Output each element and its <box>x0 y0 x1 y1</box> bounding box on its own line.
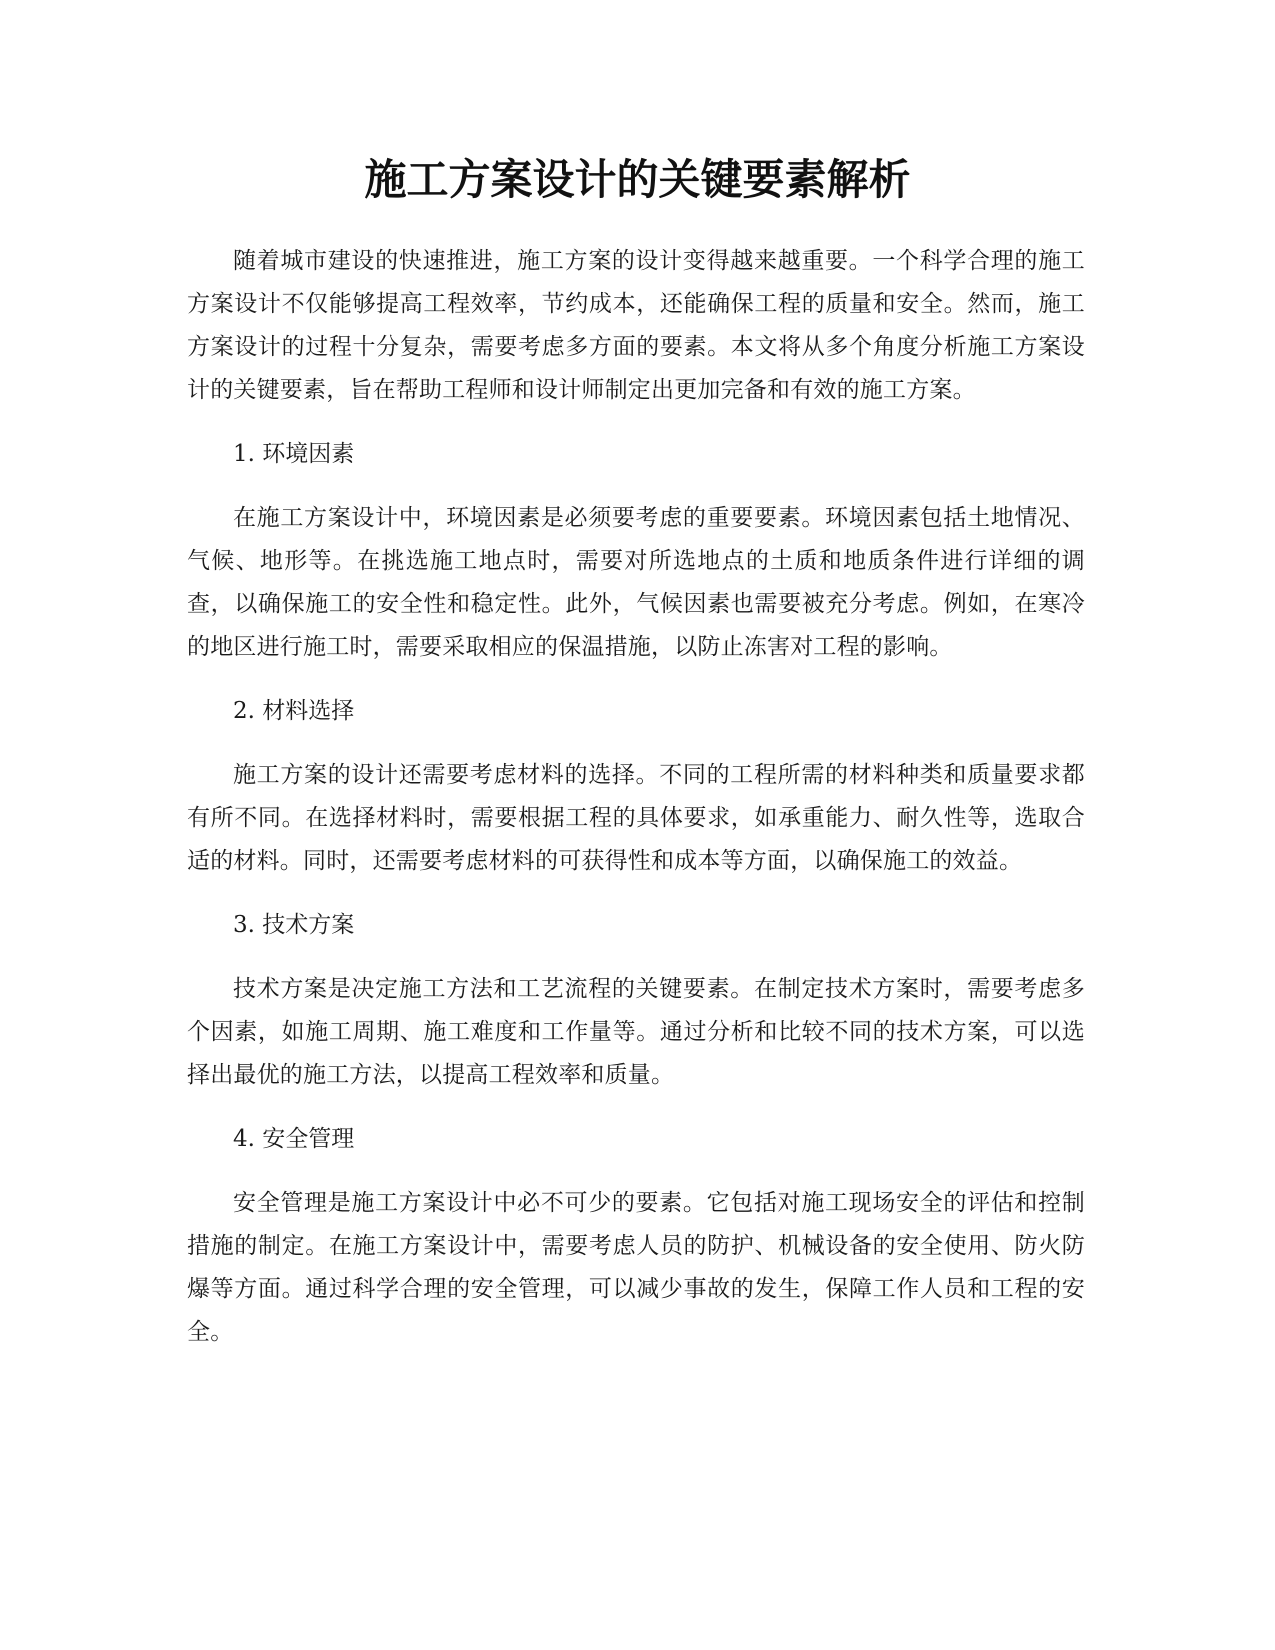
intro-paragraph: 随着城市建设的快速推进，施工方案的设计变得越来越重要。一个科学合理的施工方案设计不仅能够提高工程效率，节约成本，还能确保工程的质量和安全。然而，施工方案设计的过程十分复杂，需要考虑多方面的要素。本文将从多个角度分析施工方案设计的关键要素，旨在帮助工程师和设计师制定出更加完备和有效的施工方案。 <box>187 248 1085 403</box>
document-body <box>187 240 1085 1375</box>
section-heading-technical-plan: 3. 技术方案 <box>233 912 355 938</box>
section-body-safety-management: 安全管理是施工方案设计中必不可少的要素。它包括对施工现场安全的评估和控制措施的制定。在施工方案设计中，需要考虑人员的防护、机械设备的安全使用、防火防爆等方面。通过科学合理的安全管理，可以减少事故的发生，保障工作人员和工程的安全。 <box>187 1190 1085 1345</box>
section-body-environment: 在施工方案设计中，环境因素是必须要考虑的重要要素。环境因素包括土地情况、气候、地形等。在挑选施工地点时，需要对所选地点的土质和地质条件进行详细的调查，以确保施工的安全性和稳定性。此外，气候因素也需要被充分考虑。例如，在寒冷的地区进行施工时，需要采取相应的保温措施，以防止冻害对工程的影响。 <box>187 505 1085 660</box>
page-title: 施工方案设计的关键要素解析 <box>364 155 911 204</box>
section-body-technical-plan: 技术方案是决定施工方法和工艺流程的关键要素。在制定技术方案时，需要考虑多个因素，如施工周期、施工难度和工作量等。通过分析和比较不同的技术方案，可以选择出最优的施工方法，以提高工程效率和质量。 <box>187 976 1085 1088</box>
section-heading-safety-management: 4. 安全管理 <box>233 1126 355 1152</box>
section-body-materials: 施工方案的设计还需要考虑材料的选择。不同的工程所需的材料种类和质量要求都有所不同。在选择材料时，需要根据工程的具体要求，如承重能力、耐久性等，选取合适的材料。同时，还需要考虑材料的可获得性和成本等方面，以确保施工的效益。 <box>187 762 1085 874</box>
section-heading-environment: 1. 环境因素 <box>233 441 355 467</box>
section-heading-materials: 2. 材料选择 <box>233 698 355 724</box>
